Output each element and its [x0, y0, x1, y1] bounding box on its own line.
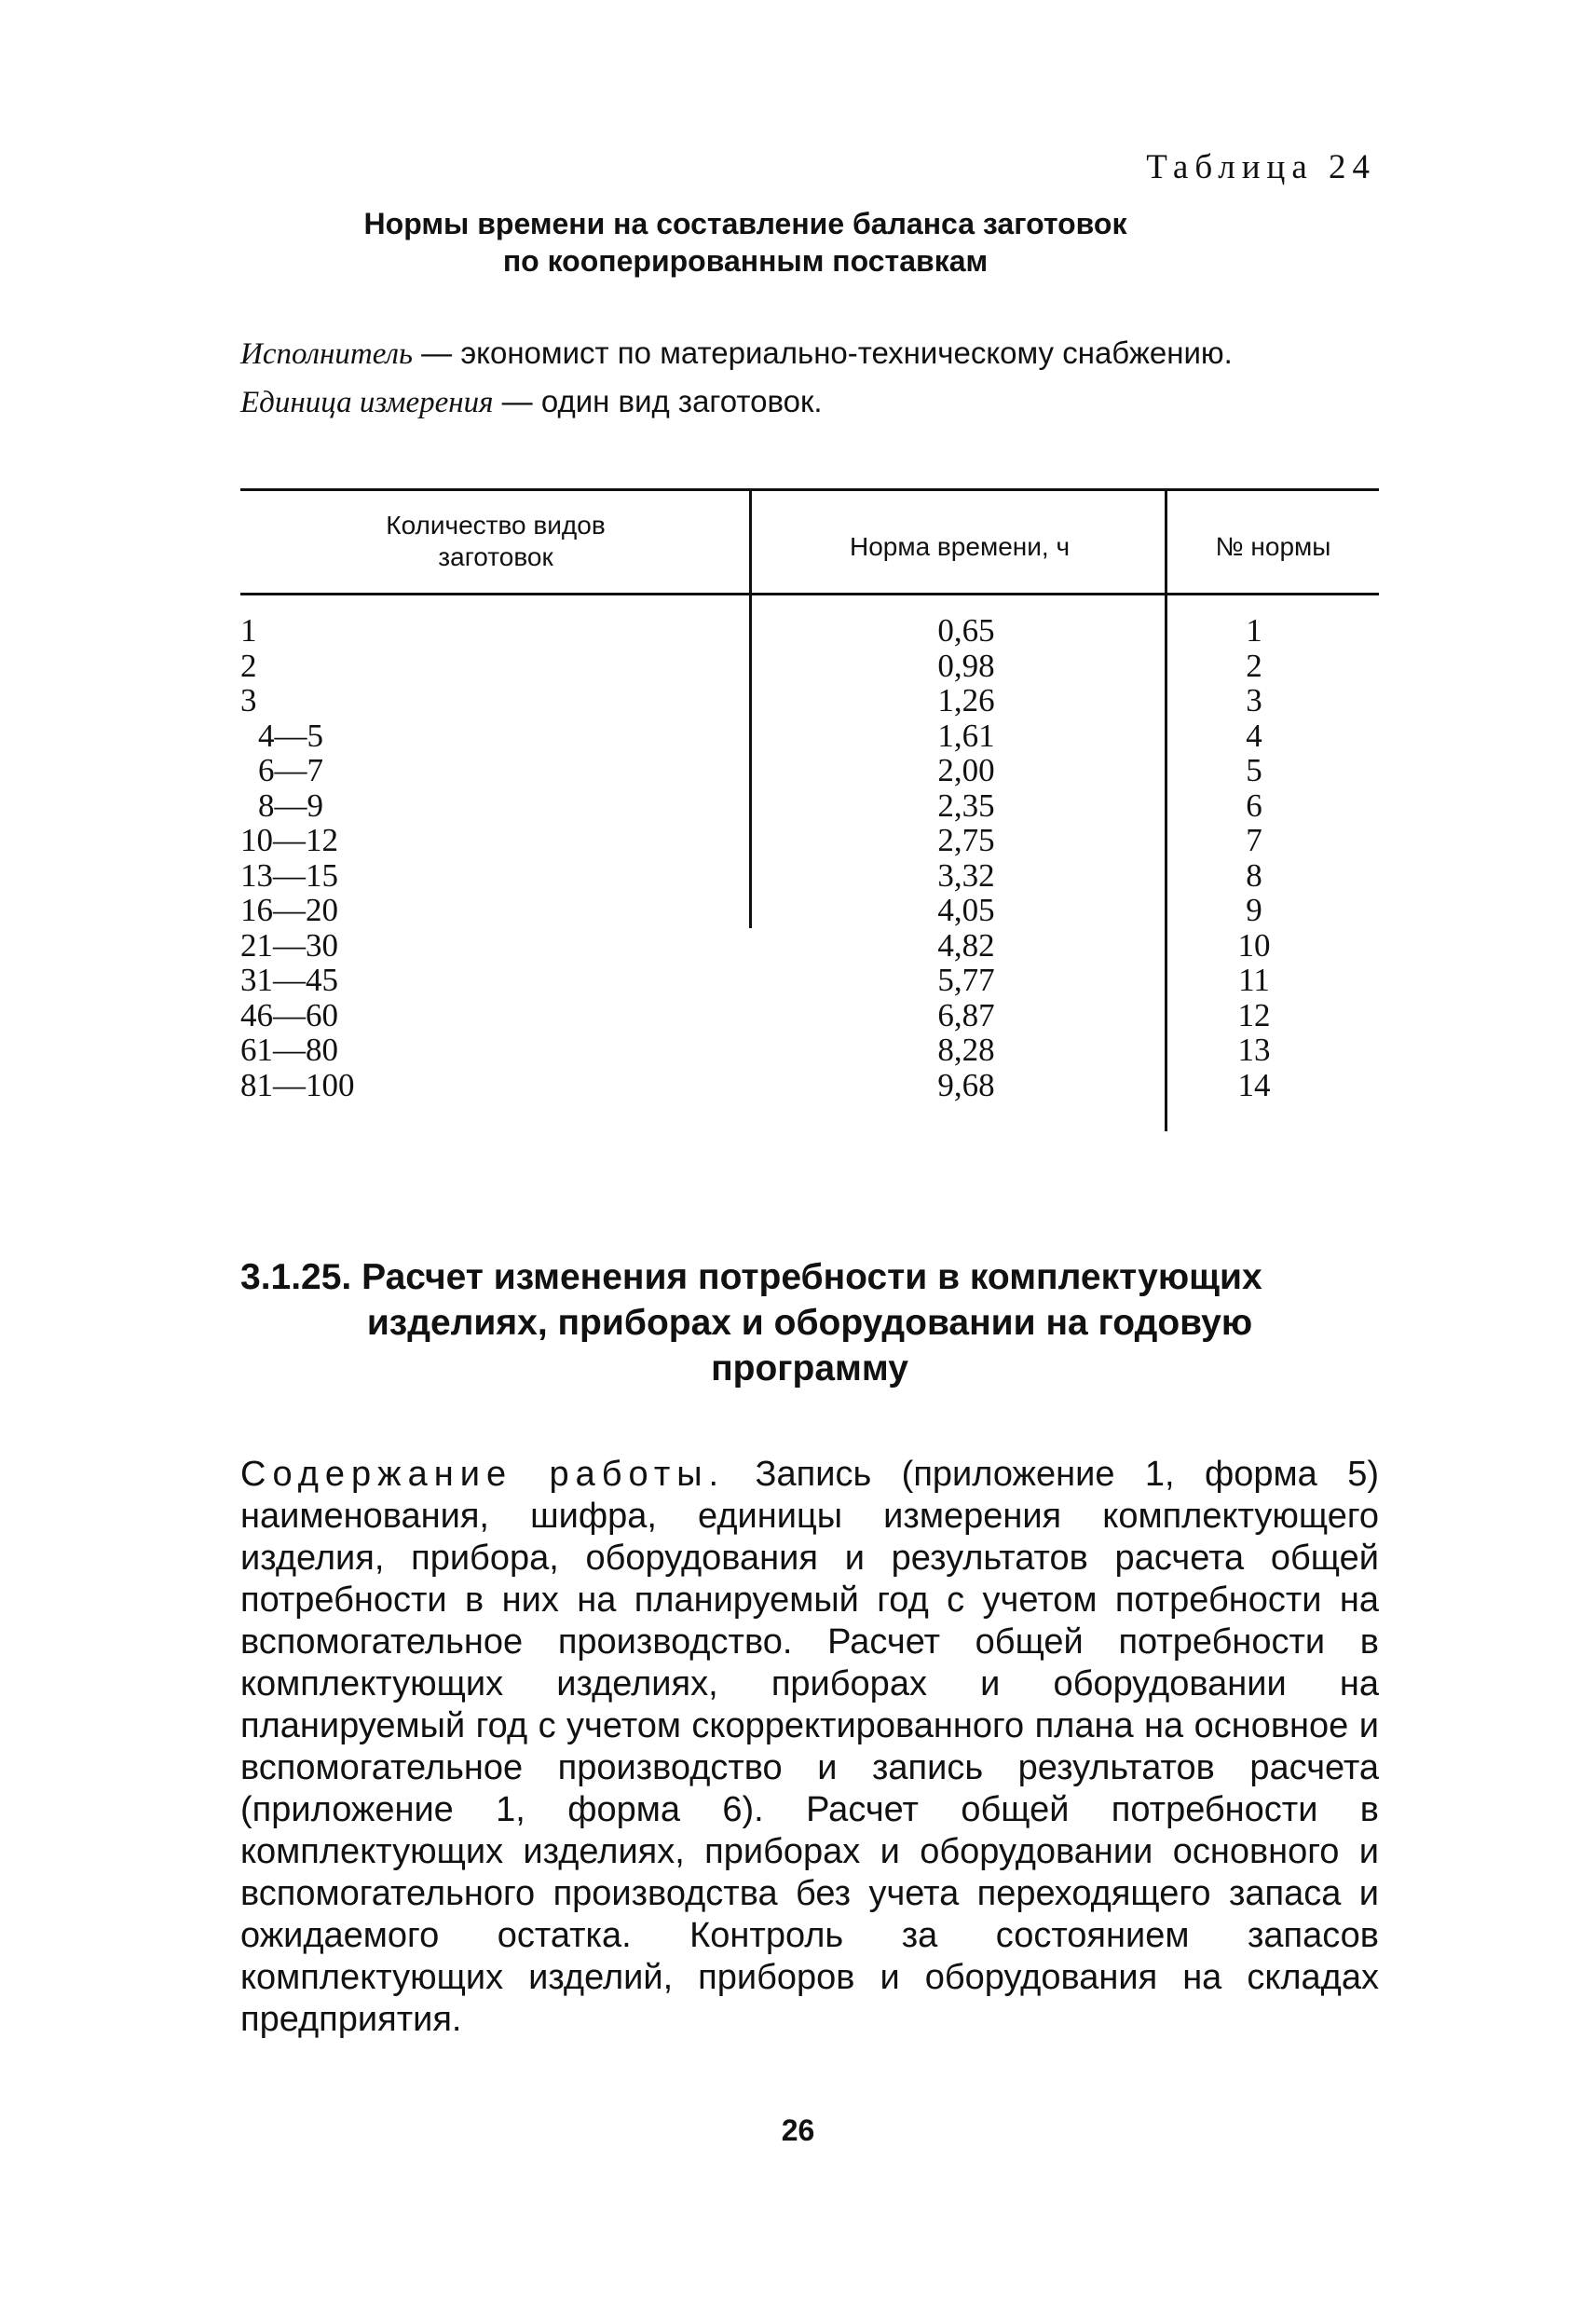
section-title-line-3: программу [711, 1348, 908, 1389]
cell-norm: 1,61 [937, 717, 995, 754]
cell-norm: 9,68 [937, 1066, 995, 1103]
table-row [240, 788, 1379, 824]
executor-value: — экономист по материально-техническому снабжению. [412, 335, 1233, 370]
cell-qty: 4—5 [258, 717, 323, 754]
cell-norm: 2,00 [937, 752, 995, 788]
cell-num: 3 [1246, 682, 1262, 718]
cell-num: 4 [1246, 717, 1262, 754]
header-norm: Норма времени, ч [849, 532, 1071, 561]
header-qty-line-1: Количество видов [386, 511, 606, 540]
cell-qty: 13—15 [240, 856, 338, 894]
cell-norm: 4,05 [937, 892, 995, 928]
table-body [240, 613, 1379, 1102]
header-qty [240, 510, 751, 573]
cell-qty: 2 [240, 647, 257, 684]
cell-norm: 5,77 [937, 962, 995, 998]
executor-label: Исполнитель [240, 337, 413, 371]
table-header-rule [240, 593, 1379, 595]
header-qty-line-2: заготовок [438, 542, 553, 571]
header-num: № нормы [1215, 532, 1331, 561]
table-row [240, 893, 1379, 928]
cell-num: 12 [1237, 996, 1271, 1033]
cell-num: 13 [1237, 1032, 1271, 1068]
section-title-line-2: изделиях, приборах и оборудовании на годовую [366, 1303, 1253, 1343]
table-row [240, 683, 1379, 718]
cell-num: 5 [1246, 752, 1262, 788]
cell-num: 6 [1246, 787, 1262, 824]
page-number: 26 [781, 2114, 815, 2147]
cell-norm: 1,26 [937, 682, 995, 718]
table-row [240, 1068, 1379, 1103]
cell-num: 11 [1238, 962, 1270, 998]
table-row [240, 963, 1379, 998]
cell-norm: 4,82 [937, 926, 995, 964]
unit-line [240, 384, 823, 420]
table-row [240, 753, 1379, 788]
cell-num: 1 [1246, 612, 1262, 649]
cell-num: 2 [1246, 647, 1262, 684]
cell-norm: 2,75 [937, 822, 995, 858]
cell-qty: 31—45 [240, 962, 338, 998]
unit-label: Единица измерения [240, 386, 494, 419]
table-top-rule [240, 488, 1379, 491]
cell-norm: 8,28 [937, 1032, 995, 1068]
cell-qty: 61—80 [240, 1032, 338, 1068]
table-row [240, 823, 1379, 858]
table-row [240, 718, 1379, 754]
cell-norm: 2,35 [937, 787, 995, 824]
cell-norm: 0,98 [937, 647, 995, 684]
cell-qty: 1 [240, 612, 257, 649]
cell-num: 10 [1237, 926, 1271, 964]
section-lead: Содержание работы. [240, 1455, 726, 1494]
cell-norm: 3,32 [937, 856, 995, 894]
executor-line [240, 335, 1233, 372]
cell-num: 9 [1246, 892, 1262, 928]
table-row [240, 928, 1379, 964]
table-row [240, 613, 1379, 649]
table-label: Таблица 24 [1146, 148, 1376, 186]
table-title-line-2: по кооперированным поставкам [502, 244, 989, 278]
cell-num: 8 [1246, 856, 1262, 894]
cell-qty: 8—9 [258, 787, 323, 824]
section-body-text: Запись (приложение 1, форма 5) наименования, шифра, единицы измерения комплектующего изделия, прибора, оборудования и результатов расчета общей потребности в них на планируемый год с учетом потребности на вспомогательное производство. Расчет общей потребности в комплектующих изделиях, приборах и оборудовании на планируемый год с учетом скорректированного плана на основное и вспомогательное производство и запись результатов расчета (приложение 1, форма 6). Расчет общей потребности в комплектующих изделиях, приборах и оборудовании основного и вспомогательного производства без учета переходящего запаса и ожидаемого остатка. Контроль за состоянием запасов комплектующих изделий, приборов и оборудования на складах предприятия. [240, 1455, 1380, 2039]
cell-qty: 46—60 [240, 996, 338, 1033]
cell-norm: 6,87 [937, 996, 995, 1033]
table-row [240, 649, 1379, 684]
table-title-line-1: Нормы времени на составление баланса заготовок [363, 207, 1127, 240]
table-row [240, 998, 1379, 1033]
unit-value: — один вид заготовок. [493, 384, 823, 418]
cell-qty: 6—7 [258, 752, 323, 788]
cell-qty: 3 [240, 682, 257, 718]
cell-num: 14 [1237, 1066, 1271, 1103]
cell-norm: 0,65 [937, 612, 995, 649]
table-title [280, 205, 1211, 280]
section-body [240, 1454, 1379, 2041]
table-row [240, 1033, 1379, 1068]
cell-qty: 16—20 [240, 892, 338, 928]
section-title [240, 1254, 1379, 1391]
section-title-line-1: 3.1.25. Расчет изменения потребности в комплектующих [240, 1257, 1262, 1297]
cell-qty: 10—12 [240, 822, 338, 858]
table-row [240, 858, 1379, 894]
cell-qty: 21—30 [240, 926, 338, 964]
cell-qty: 81—100 [240, 1066, 355, 1103]
cell-num: 7 [1246, 822, 1262, 858]
